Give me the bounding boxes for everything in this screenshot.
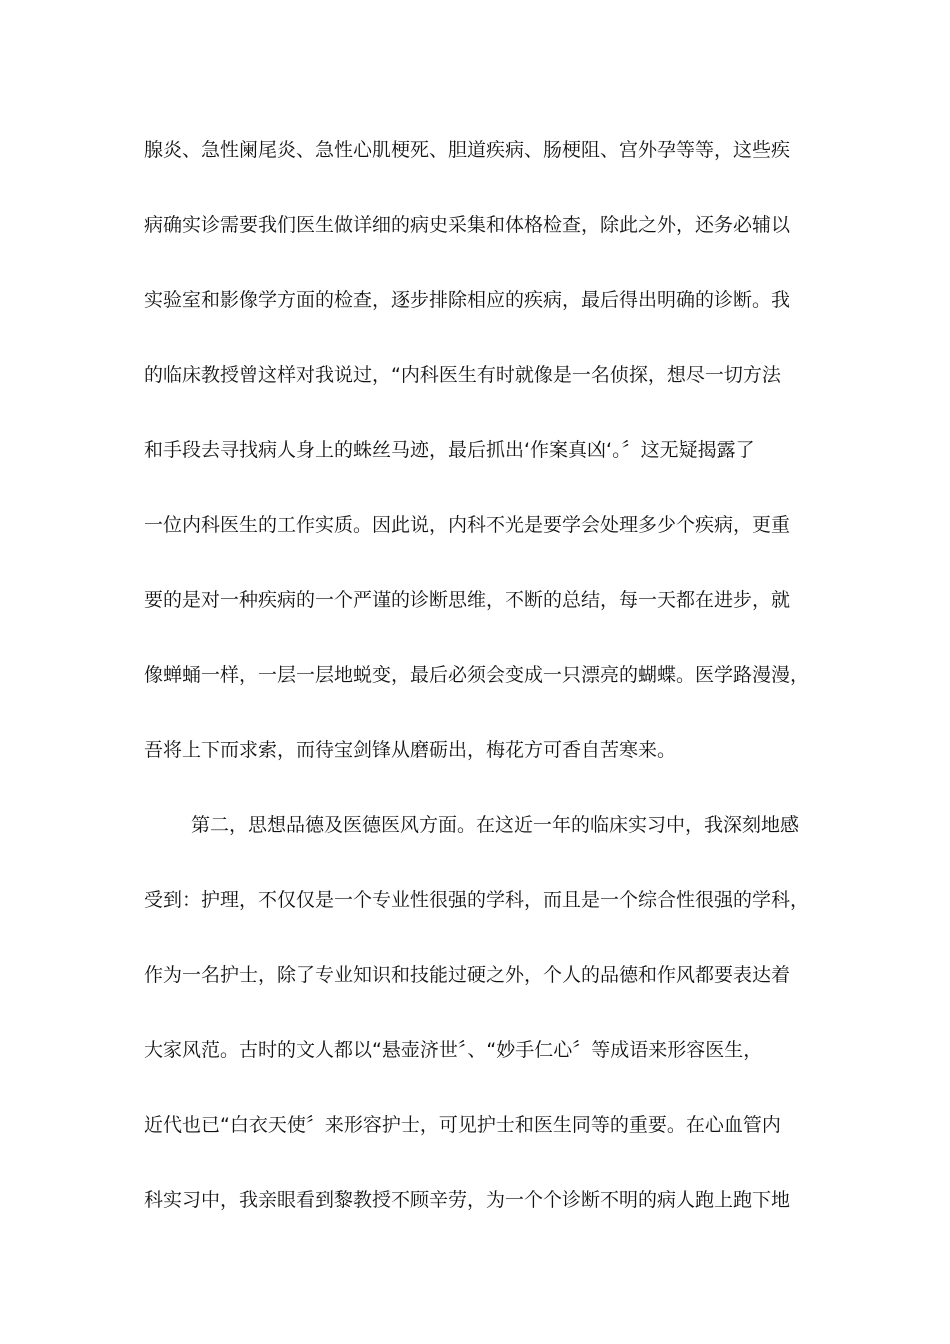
text-line: 的临床教授曾这样对我说过，“内科医生有时就像是一名侦探，想尽一切方法 — [144, 364, 781, 386]
text-line: 吾将上下而求索，而待宝剑锋从磨砺出，梅花方可香自苦寒来。 — [144, 739, 677, 761]
text-line: 大家风范。古时的文人都以“悬壶济世〞、“妙手仁心〞等成语来形容医生， — [144, 1039, 763, 1061]
text-line: 一位内科医生的工作实质。因此说，内科不光是要学会处理多少个疾病，更重 — [144, 514, 791, 536]
text-line: 近代也已“白衣天使〞来形容护士，可见护士和医生同等的重要。在心血管内 — [144, 1114, 781, 1136]
text-line: 作为一名护士，除了专业知识和技能过硬之外，个人的品德和作风都要表达着 — [144, 964, 791, 986]
text-line: 实验室和影像学方面的检查，逐步排除相应的疾病，最后得出明确的诊断。我 — [144, 289, 791, 311]
text-line: 科实习中，我亲眼看到黎教授不顾辛劳，为一个个诊断不明的病人跑上跑下地 — [144, 1189, 791, 1211]
text-line: 受到：护理，不仅仅是一个专业性很强的学科，而且是一个综合性很强的学科， — [144, 889, 810, 911]
body-text — [144, 132, 814, 1257]
text-line: 和手段去寻找病人身上的蛛丝马迹，最后抓出‘作案真凶‘。〞这无疑揭露了 — [144, 439, 755, 461]
text-line: 腺炎、急性阑尾炎、急性心肌梗死、胆道疾病、肠梗阻、宫外孕等等，这些疾 — [144, 139, 791, 161]
text-line: 要的是对一种疾病的一个严谨的诊断思维，不断的总结，每一天都在进步，就 — [144, 589, 791, 611]
text-line: 病确实诊需要我们医生做详细的病史采集和体格检查，除此之外，还务必辅以 — [144, 214, 791, 236]
paragraph-start-line: 第二，思想品德及医德医风方面。在这近一年的临床实习中，我深刻地感 — [191, 814, 800, 836]
text-line: 像蝉蛹一样，一层一层地蜕变，最后必须会变成一只漂亮的蝴蝶。医学路漫漫， — [144, 664, 810, 686]
